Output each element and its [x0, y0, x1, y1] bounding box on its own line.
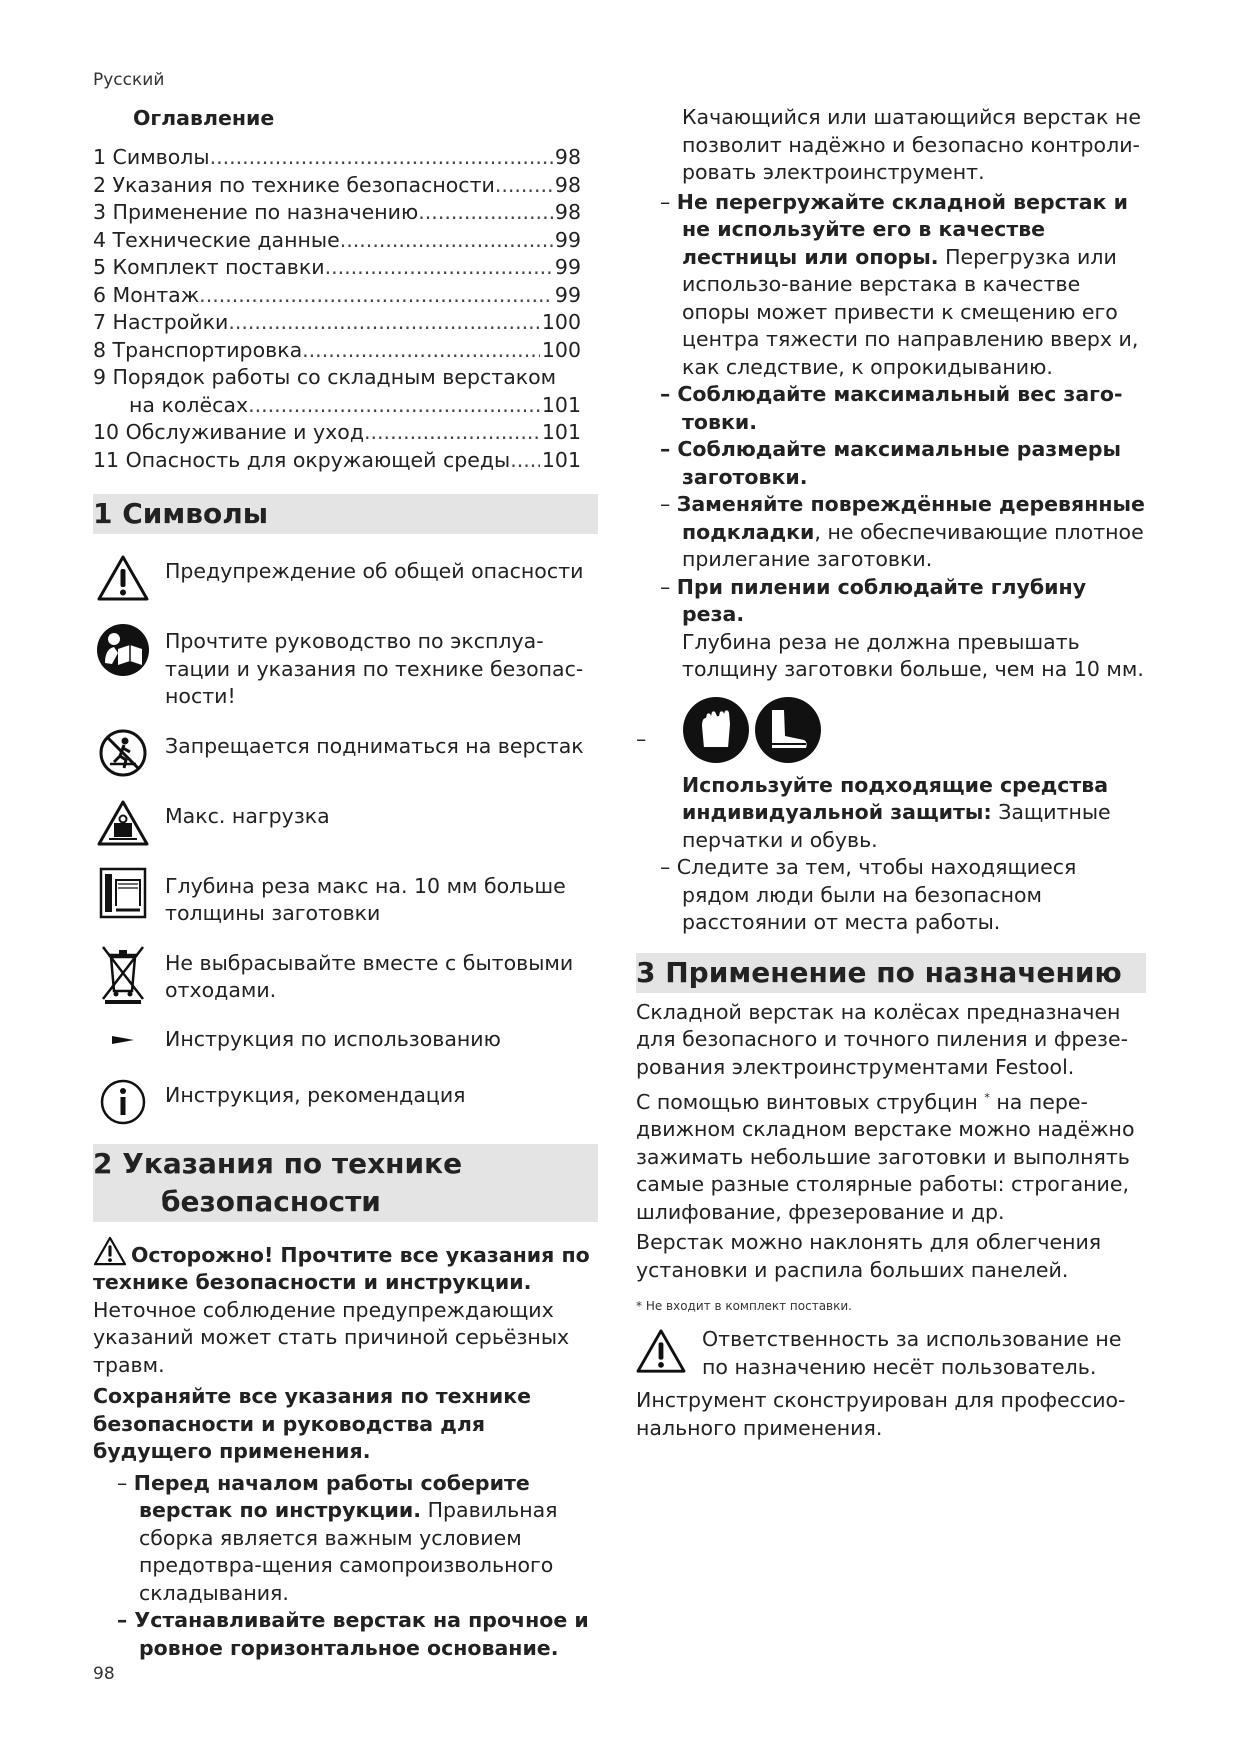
list-item: – Соблюдайте максимальные размеры заготовки. [660, 437, 1122, 489]
list-item: – Перед началом работы соберите верстак по инструкции. Правильная сборка является важным условием предотвра-щения самопроизвольного складывания. [117, 1470, 558, 1605]
ppe-row: – [636, 684, 1146, 772]
toc-item[interactable]: 6 Монтаж ..... 99 [93, 282, 581, 310]
read-manual-icon [93, 620, 153, 680]
max-load-icon [93, 795, 153, 851]
keep-instructions-text: Сохраняйте все указания по технике безопасности и руководства для будущего применения. [93, 1384, 532, 1463]
symbol-row [93, 942, 598, 1006]
cut-depth-icon [93, 865, 153, 921]
toc-item[interactable]: 1 Символы ..... 98 [93, 144, 581, 172]
paragraph: Верстак можно наклонять для облегчения установки и распила больших панелей. [636, 1230, 1102, 1282]
symbol-text: Предупреждение об общей опасности [165, 559, 584, 583]
symbol-row [93, 1020, 598, 1060]
paragraph: С помощью винтовых струбцин * на пере-движном складном верстаке можно надёжно зажимать небольшие заготовки и выполнять самые разные столярные работы: строгание, шлифование, фрезерование и др. [636, 1089, 1135, 1224]
warning-text: Неточное соблюдение предупреждающих указаний может стать причиной серьёзных травм. [93, 1297, 570, 1377]
section-2-heading: 2 Указания по технике безопасности [93, 1144, 598, 1222]
toc-item[interactable]: 7 Настройки ..... 100 [93, 309, 581, 337]
symbol-text: Запрещается подниматься на верстак [165, 733, 584, 758]
list-item: – Заменяйте повреждённые деревянные подкладки, не обеспечивающие плотное прилегание заготовки. [660, 492, 1145, 571]
language-label: Русский [93, 70, 165, 90]
footnote: * Не входит в комплект поставки. [636, 1299, 852, 1314]
warning-triangle-icon [93, 550, 153, 606]
left-column [93, 104, 598, 1662]
symbol-row [93, 795, 598, 851]
gloves-icon [682, 696, 750, 764]
responsibility-warning [636, 1326, 1146, 1381]
paragraph: Инструмент сконструирован для профессио-нального применения. [636, 1388, 1126, 1440]
list-item-continuation: Глубина реза не должна превышать толщину заготовки больше, чем на 10 мм. [682, 629, 1144, 681]
no-household-waste-icon [93, 942, 153, 1006]
toc-title: Оглавление [133, 106, 275, 130]
symbols-list [93, 550, 598, 1130]
safety-warning [93, 1236, 598, 1466]
list-item-continuation: Используйте подходящие средства индивидуальной защиты: Защитные перчатки и обувь. [682, 772, 1111, 852]
safety-shoes-icon [754, 696, 822, 764]
toc-item[interactable]: 11 Опасность для окружающей среды ..... 101 [93, 447, 581, 475]
warning-triangle-icon [636, 1326, 702, 1378]
toc-item[interactable]: 3 Применение по назначению ..... 98 [93, 199, 581, 227]
arrow-instruction-icon [93, 1020, 153, 1060]
symbol-row [93, 1074, 598, 1130]
symbol-row [93, 865, 598, 928]
list-item: – Устанавливайте верстак на прочное и ровное горизонтальное основание. [117, 1608, 589, 1660]
symbol-text: Макс. нагрузка [165, 803, 330, 828]
toc-item[interactable]: 5 Комплект поставки ..... 99 [93, 254, 581, 282]
symbol-text: Инструкция, рекомендация [165, 1082, 466, 1107]
toc-item[interactable]: 10 Обслуживание и уход ..... 101 [93, 419, 581, 447]
list-item: – Не перегружайте складной верстак и не используйте его в качестве лестницы или опоры. Перегрузка или использо-вание верстака в качестве опоры может привести к смещению его центра тяжести по направлению вверх и, как следствие, к опрокидыванию. [660, 189, 1139, 379]
info-icon [93, 1074, 153, 1130]
no-climbing-icon [93, 725, 153, 781]
section-3-heading: 3 Применение по назначению [636, 953, 1146, 993]
symbol-text: Инструкция по использованию [165, 1026, 501, 1051]
toc-item[interactable]: 9 Порядок работы со складным верстаком на колёсах ..... 101 [93, 364, 581, 419]
safety-list-left [93, 1470, 598, 1663]
list-item: – Соблюдайте максимальный вес заго-товки. [660, 382, 1123, 434]
symbol-text: Глубина реза макс на. 10 мм больше толщины заготовки [165, 873, 566, 925]
section-1-heading: 1 Символы [93, 494, 598, 534]
warning-triangle-icon [93, 1236, 127, 1266]
symbol-row [93, 550, 598, 606]
toc-item[interactable]: 2 Указания по технике безопасности ..... 98 [93, 172, 581, 200]
table-of-contents [93, 144, 581, 474]
toc-item[interactable]: 4 Технические данные ..... 99 [93, 227, 581, 255]
list-item: – Следите за тем, чтобы находящиеся рядом люди были на безопасном расстоянии от места работы. [660, 855, 1077, 934]
list-item-continuation: Качающийся или шатающийся верстак не позволит надёжно и безопасно контроли-ровать электроинструмент. [682, 105, 1141, 184]
warning-text: Ответственность за использование не по назначению несёт пользователь. [702, 1327, 1122, 1379]
right-column [636, 104, 1146, 1442]
list-item: – При пилении соблюдайте глубину реза. [660, 574, 1087, 626]
page-number: 98 [93, 1664, 115, 1684]
toc-item[interactable]: 8 Транспортировка ..... 100 [93, 337, 581, 365]
symbol-text: Не выбрасывайте вместе с бытовыми отходами. [165, 950, 574, 1002]
symbol-row [93, 725, 598, 781]
symbol-row [93, 620, 598, 711]
warning-bold-text: Осторожно! Прочтите все указания по технике безопасности и инструкции. [93, 1236, 598, 1297]
symbol-text: Прочтите руководство по эксплуа-тации и указания по технике безопас-ности! [165, 629, 584, 708]
paragraph: Складной верстак на колёсах предназначен для безопасного и точного пиления и фрезе-рования электроинструментами Festool. [636, 999, 1128, 1079]
section-3-body [636, 999, 1146, 1443]
